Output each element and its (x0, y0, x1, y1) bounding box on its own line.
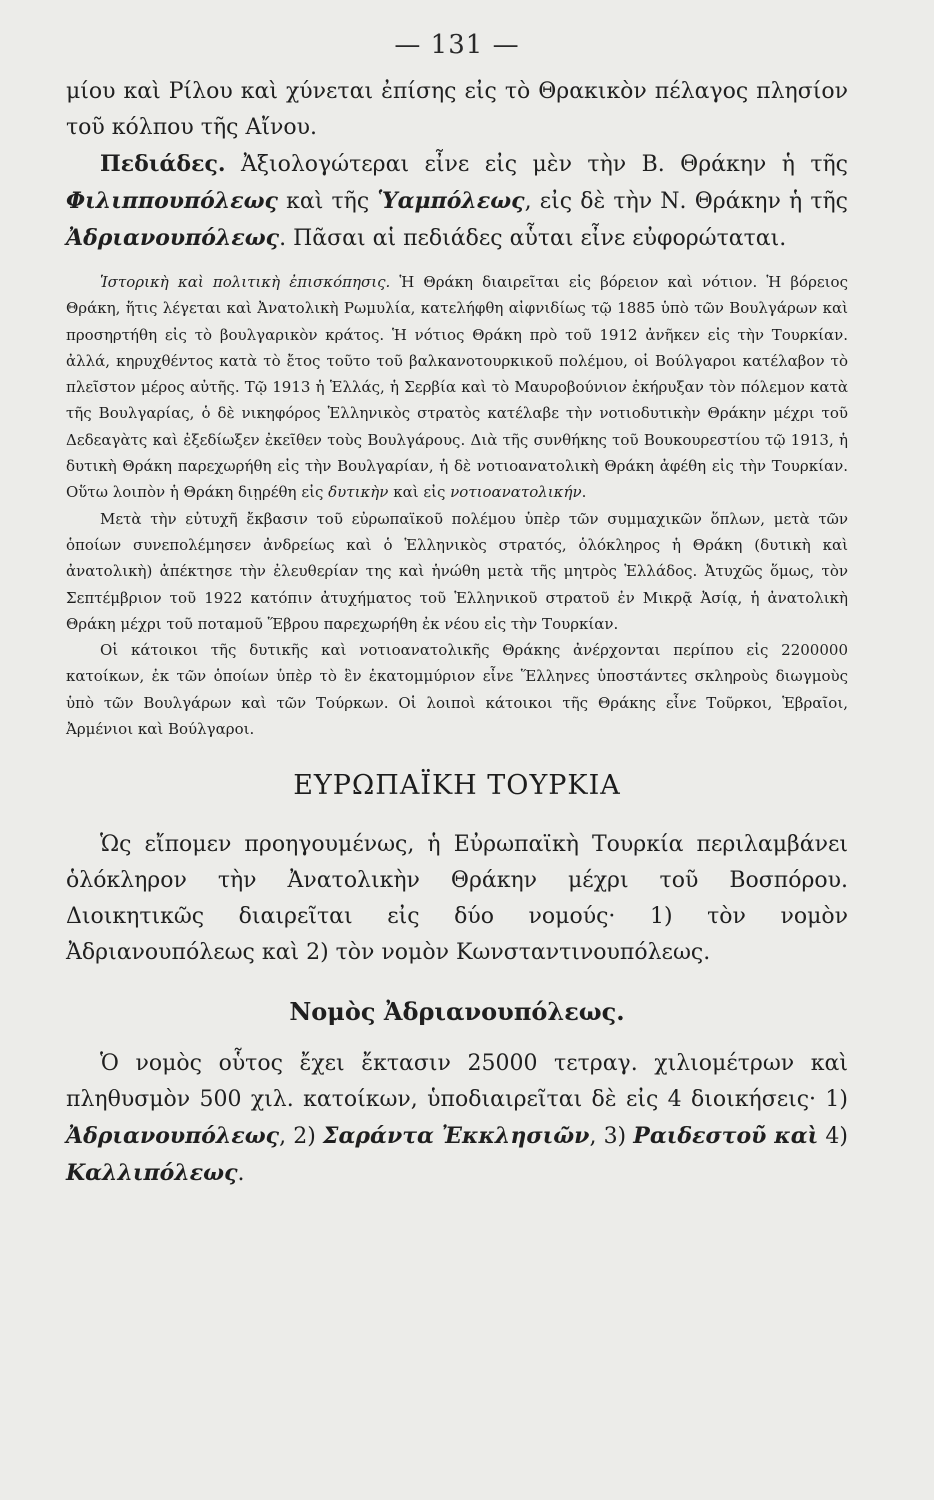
plains-place-philippoupolis: Φιλιππουπόλεως (66, 188, 278, 214)
nomos-text-1: Ὁ νομὸς οὗτος ἔχει ἔκτασιν 25000 τετραγ. χιλιομέτρων καὶ πληθυσμὸν 500 χιλ. κατοίκων, ὑποδιαιρεῖται δὲ εἰς 4 διοικήσεις· 1) (66, 1051, 848, 1113)
district-saranta-ekklisies: Σαράντα Ἐκκλησιῶν (322, 1123, 590, 1150)
population-text: Οἱ κάτοικοι τῆς δυτικῆς καὶ νοτιοανατολικῆς Θράκης ἀνέρχονται περίπου εἰς 2200000 κατοίκων, ἐκ τῶν ὁποίων ὑπὲρ τὸ ἓν ἑκατομμύριον εἶνε Ἕλληνες ὑποστάντες σκληροὺς διωγμοὺς ὑπὸ τῶν Βουλγάρων καὶ τῶν Τούρκων. Οἱ λοιποὶ κάτοικοι τῆς Θράκης εἶνε Τοῦρκοι, Ἑβραῖοι, Ἀρμένιοι καὶ Βούλγαροι. (66, 641, 848, 739)
district-kallipolis: Καλλιπόλεως (66, 1160, 238, 1187)
intro-text: μίου καὶ Ρίλου καὶ χύνεται ἐπίσης εἰς τὸ Θρακικὸν πέλαγος πλησίον τοῦ κόλπου τῆς Αἴνου. (66, 79, 848, 140)
plains-text-4: . Πᾶσαι αἱ πεδιάδες αὗται εἶνε εὐφορώταται. (279, 226, 787, 251)
nomos-text-3: , 3) (589, 1124, 634, 1150)
nomos-paragraph (66, 1046, 848, 1192)
population-paragraph (66, 637, 848, 742)
section-paragraph (66, 827, 848, 971)
district-adrianoupolis: Ἀδριανουπόλεως (66, 1123, 280, 1150)
section-text: Ὡς εἴπομεν προηγουμένως, ἡ Εὐρωπαϊκὴ Τουρκία περιλαμβάνει ὁλόκληρον τὴν Ἀνατολικὴν Θράκην μέχρι τοῦ Βοσπόρου. Διοικητικῶς διαιρεῖται εἰς δύο νομούς· 1) τὸν νομὸν Ἀδριανουπόλεως καὶ 2) τὸν νομὸν Κωνσταντινουπόλεως. (66, 832, 848, 966)
history-west: δυτικὴν (328, 483, 389, 502)
nomos-text-5: . (237, 1161, 245, 1187)
nomos-heading: Νομὸς Ἀδριανουπόλεως. (289, 997, 625, 1027)
nomos-text-2: , 2) (279, 1124, 323, 1150)
spacer (66, 257, 848, 269)
nomos-text-4: 4) (818, 1124, 848, 1150)
history-southeast: νοτιοανατολικήν (450, 483, 582, 502)
plains-paragraph (66, 146, 848, 257)
intro-paragraph (66, 74, 848, 146)
history-label: Ἱστορικὴ καὶ πολιτικὴ ἐπισκόπησις. (100, 273, 391, 291)
district-raidestos: Ραιδεστοῦ καὶ (633, 1123, 819, 1150)
plains-text-3: , εἰς δὲ τὴν Ν. Θράκην ἡ τῆς (524, 189, 848, 214)
section-heading: ΕΥΡΩΠΑΪΚΗ ΤΟΥΡΚΙΑ (293, 770, 621, 802)
page-number: — 131 — (394, 30, 520, 60)
plains-label: Πεδιάδες. (100, 151, 226, 177)
plains-text-1: Ἀξιολογώτεραι εἶνε εἰς μὲν τὴν Β. Θράκην ἡ τῆς (225, 152, 848, 177)
war-text: Μετὰ τὴν εὐτυχῆ ἔκβασιν τοῦ εὐρωπαϊκοῦ πολέμου ὑπὲρ τῶν συμμαχικῶν ὅπλων, μετὰ τῶν ὁποίων συνεπολέμησεν ἀνδρείως καὶ ὁ Ἑλληνικὸς στρατός, ὁλόκληρος ἡ Θράκη (δυτικὴ καὶ ἀνατολικὴ) ἀπέκτησε τὴν ἐλευθερίαν της καὶ ἡνώθη μετὰ τῆς μητρὸς Ἑλλάδος. Ἀτυχῶς ὅμως, τὸν Σεπτέμβριον τοῦ 1922 κατόπιν ἀτυχήματος τοῦ Ἑλληνικοῦ στρατοῦ ἐν Μικρᾷ Ἀσίᾳ, ἡ ἀνατολικὴ Θράκη μέχρι τοῦ ποταμοῦ Ἕβρου παρεχωρήθη ἐκ νέου εἰς τὴν Τουρκίαν. (66, 509, 848, 633)
war-paragraph (66, 506, 848, 637)
plains-place-adrianoupolis: Ἀδριανουπόλεως (66, 225, 280, 251)
history-end: . (581, 483, 587, 502)
plains-text-2: καὶ τῆς (277, 189, 378, 214)
plains-place-yampolis: Ὑαμπόλεως (377, 188, 525, 214)
history-text: Ἡ Θράκη διαιρεῖται εἰς βόρειον καὶ νότιον. Ἡ βόρειος Θράκη, ἥτις λέγεται καὶ Ἀνατολικὴ Ρωμυλία, κατελήφθη αἰφνιδίως τῷ 1885 ὑπὸ τῶν Βουλγάρων καὶ προσηρτήθη εἰς τὸ βουλγαρικὸν κράτος. Ἡ νότιος Θράκη πρὸ τοῦ 1912 ἀνῆκεν εἰς τὴν Τουρκίαν. ἀλλά, κηρυχθέντος κατὰ τὸ ἔτος τοῦτο τοῦ βαλκανοτουρκικοῦ πολέμου, οἱ Βούλγαροι κατέλαβον τὸ πλεῖστον μέρος αὐτῆς. Τῷ 1913 ἡ Ἑλλάς, ἡ Σερβία καὶ τὸ Μαυροβούνιον ἐκήρυξαν τὸν πόλεμον κατὰ τῆς Βουλγαρίας, ὁ δὲ νικηφόρος Ἑλληνικὸς στρατὸς κατέλαβε τὴν νοτιοδυτικὴν Θράκην μέχρι τοῦ Δεδεαγὰτς καὶ ἐξεδίωξεν ἐκεῖθεν τοὺς Βουλγάρους. Διὰ τῆς συνθήκης τοῦ Βουκουρεστίου τῷ 1913, ἡ δυτικὴ Θράκη παρεχωρήθη εἰς τὴν Βουλγαρίαν, ἡ δὲ νοτιοανατολικὴ Θράκη ἀφέθη εἰς τὴν Τουρκίαν. Οὕτω λοιπὸν ἡ Θράκη διῃρέθη εἰς (66, 273, 848, 502)
history-mid: καὶ εἰς (388, 483, 451, 502)
history-paragraph (66, 269, 848, 506)
